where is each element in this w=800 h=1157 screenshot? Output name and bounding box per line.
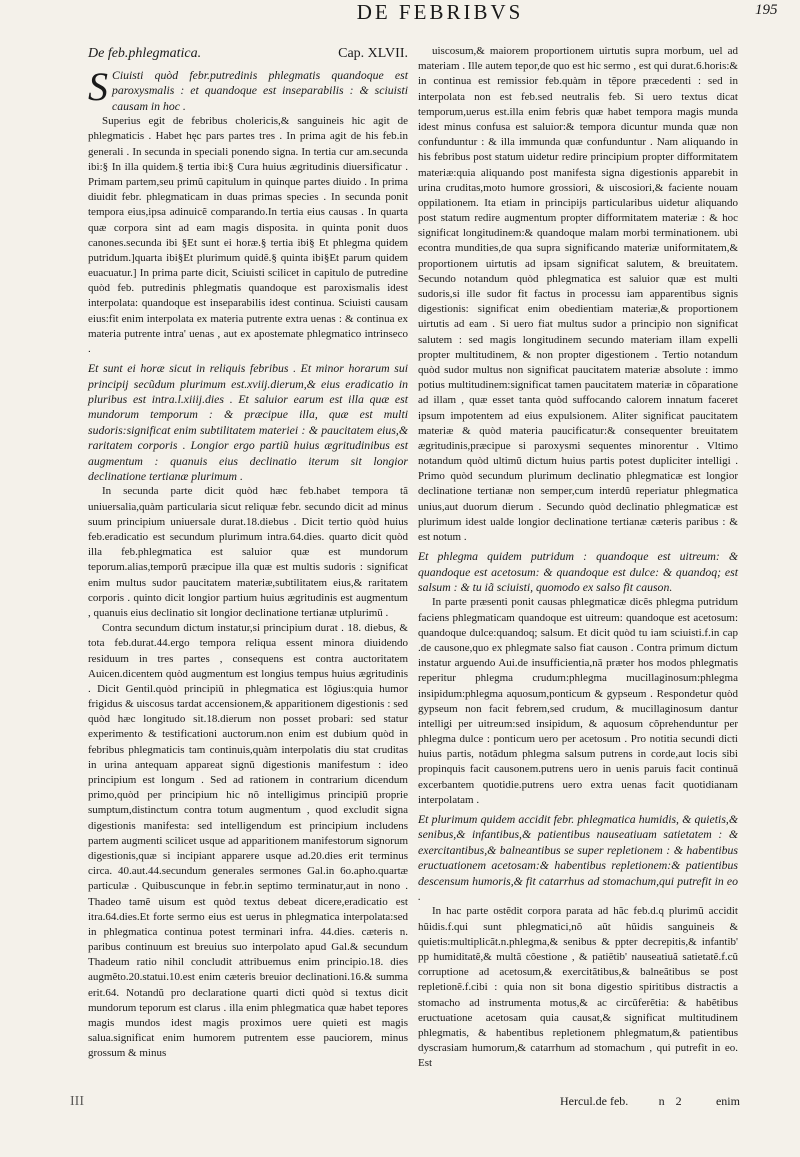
paragraph-text: Superius egit de febribus cholericis,& sanguineis hic agit de phlegmaticis . Habet hęc pars partes tres . In prima agit de his feb.in generali . In secunda in speciali ponendo signa. In tertia cur am.secunda ibi:§ In illa quidem.§ tertia ibi:§ Cura huius ægritudinis diuersificatur . Primam partem,seu primũ capitulum in quinque partes diuido . In prima diuidit febr. phlegmaticam in duas primas species . In secunda ponit tempora eius,ipsa adinuicẽ comparando.In tertia eius causas . In quarta quæ corpora sint ad eam magis disposita. in quinta ponit duos canones.secunda ibi §Et sunt ei horæ.§ tertia ibi§ Et phlegma quidem putridum.]quarta ibi§Et plurimum quidẽ.§ quinta ibi§Et parum quidem euacuatur.] In prima parte dicit, Sciuisti scilicet in capitulo de putredine quòd feb. putredinis phlegmatis quandoque est paroxismalis idest interpolata: quandoque est inseparabilis idest continua. Sciuisti causam eius:fit enim interpolata ex materia putrente extra uenas : & continua ex materia putrente intra' uenas , aut ex apostemate phlegmatico intrinseco . (88, 115, 408, 356)
paragraph-text: Ciuisti quòd febr.putredinis phlegmatis quandoque est paroxysmalis : et quandoque est inseparabilis : & sciuisti causam in hoc . (112, 69, 408, 113)
running-title: DE FEBRIBVS (356, 0, 524, 24)
left-column-body (88, 64, 408, 1062)
commentary-paragraph (418, 595, 738, 808)
commentary-paragraph (418, 904, 738, 1071)
paragraph-text: Et plurimum quidem accidit febr. phlegmatica humidis, & quietis,& senibus,& infantibus,& patientibus nauseatiuam satietatem : & exercitantibus,& balneantibus se super repletionem : & habentibus eructuationem acetosam:& habentibus repletionem:& patientibus descensum humoris,& fit catarrhus ad stomachum,qui putrefit in eo . (418, 813, 738, 904)
commentary-paragraph (418, 44, 738, 545)
lemma-paragraph (418, 549, 738, 595)
paragraph-text: In hac parte ostẽdit corpora parata ad hãc feb.d.q plurimũ accidit hũidis.f.qui sunt phlegmatici,nõ aũt hũidis sanguineis & quietis:multiplicãt.n.phlegma,& senibus & ppter decrepitis,& infantib' pp humiditatẽ,& multã cõestione , & patiẽtib' nauseatiuã satietatẽ.f.cũ corruptione ad acetosum,& exercitãtibus,& balneãtibus se post repletionẽ.f.cibi : quia non sit bona digestio spiritibus distractis a stomacho ad instrumenta motus,& ac circũferẽtia: & habẽtibus eructuatione acetosam quia causat,& significat multitudinem phlegmatis, & habentibus repletionem phlegmatum,& patientibus dyscrasiam humorum,& catarrhum ad stomachum , qui putrefit in eo. Est (418, 905, 738, 1070)
drop-cap: S (88, 64, 108, 109)
lemma-paragraph (88, 64, 408, 114)
chapter-heading (88, 44, 408, 64)
chapter-number: Cap. XLVII. (338, 46, 408, 61)
commentary-paragraph (88, 484, 408, 621)
page-footer (560, 1094, 740, 1109)
gutter-mark: III (70, 1094, 84, 1109)
right-column (418, 44, 738, 1072)
lemma-paragraph (88, 361, 408, 484)
commentary-paragraph (88, 621, 408, 1061)
commentary-paragraph (88, 114, 408, 357)
lemma-paragraph (418, 812, 738, 904)
chapter-title: De feb.phlegmatica. (88, 46, 202, 61)
right-column-body (418, 44, 738, 1072)
paragraph-text: Et sunt ei horæ sicut in reliquis febribus . Et minor horarum sui principij secũdum plurimum est.xviij.dierum,& eius eradicatio in pluribus est intra.l.xiiij.dies . Et saluior earum est illa quæ est mundorum temporum : & præcipue illa, quæ est multi sudoris:significat enim subtilitatem materiei : & paucitatem eius,& raritatem corporis . Longior ergo partiũ huius ægritudinibus est augmentum : quanuis eius declinatio iterum sit longior declinatione tertianæ plurimum . (88, 362, 408, 484)
catchword-left: Hercul.de feb. (560, 1094, 629, 1108)
left-column (88, 44, 408, 1062)
page-number: 195 (755, 2, 778, 18)
paragraph-text: Contra secundum dictum instatur,si principium durat . 18. diebus, & tota feb.durat.44.ergo tempora reliqua essent minora diuidendo residuum in tres partes , consequens est contra auctoritatem Auicen.dicentem quòd augmentum est longius tempus huius ægritudinis . Dicit Gentil.quòd principiũ in phlegmatica est lõgius:quia humor frigidus & uiscosus tardat accensionem,& apparitionem digestionis : sed quòd hæc longitudo sit.18.dierum non posset probari: sed statur experimento & testificationi auctorum.non enim est dubium quòd in febribus phlegmaticis tam continuis,quàm interpolatis diu stat cruditas in urina antequam appareat signũ digestionis manifestum : ideo principium est longum . Sed ad rationem in contrarium dicendum primo,quòd per principium hic nõ intelligimus principiũ proprie sumptum,distinctum contra totum augmentum , quod excludit signa digestionis manifesta: sed intelligendum est principium includens partem augmenti scilicet usque ad apparitionem manifestorum signorum digestionis,quæ si incipiant apparere usque ad.20.dies erit terminus circa. 40.aut.44.secundum generales sermones Gal.in 6o.apho.quartæ particulæ . Quibuscunque in febr.in septimo terminatur,aut in nono . Thadeo tamẽ uisum est quòd textus debeat dicere,eradicatio est itra.64.dies.Et forte sermo eius est uerus in phlegmatica interpolata:sed in phlegmatica continua potest terminari infra. 44.dies. cæteris n. paribus continuum est breuius suo interpolato apud Gal.& secundum Thadeum ratio nihil concludit attribuemus enim principio.18. dies augmẽto.20.statui.10.est enim cæteris breuior declinationi.16.& summa erit.64. Notandũ pro declaratione quarti dicti quòd si textus dicit mundorum teporum est clarus . illa enim phlegmatica quæ habet tepores magis mundos idest magis proximos uere quieti est magis salua.significat enim humorem putrentem esse pauciorem, minus grossum & minus (88, 622, 408, 1060)
paragraph-text: In parte præsenti ponit causas phlegmaticæ dicẽs phlegma putridum faciens phlegmaticam quandoque est uitreum: quandoque est acetosum: quandoque dulce:quandoq; salsum. Et dicit quòd tu iam sciuisti.f.in cap .de causone,quo ex phlegmate salso fiat causon . Contra primum dictum instatur arguendo Aui.de insufficientia,nã præter hos modos phlegmatis reperitur phlegma crudum:phlegma mucillaginosum:phlegma insipidum:phlegma aquosum,ponticum & gypseum . Respondetur quòd gypseum non facit febrem,sed crudum, & mucillaginosum dantur intelligi per uitreum:sed insipidum, & aquosum cõprehenduntur per phlegma dulce : ponticum uero per acetosum . Pro notitia secundi dicti huius partis, notãdum phlegma salsum putrens in corde,aut locis sibi propinquis facit causonem.putrens uero in uenis paruis facit continuã excerbantem quotidie.putrens uero extra uenas facit quotidianam interpolatam . (418, 596, 738, 806)
paragraph-text: In secunda parte dicit quòd hæc feb.habet tempora tã uniuersalia,quàm particularia sicut reliquæ febr. secundo dicit ad minus suum principium uniuersale durat.18.diebus . Dicit tertio quòd huius feb.eradicatio est secundum plurimum intra.64.dies. quarto dicit quòd illa feb.phlegmatica est saluior quæ est mundorum teporum.alias,temporũ præcipue illa quæ est multis sudoris : significat enim multus sudor paucitatem materiæ,subtilitatem eius,& raritatem corporis . quinto dicit longior partium huius ægritudinis est augmentum , quanuis eius declinatio sit longior declinatione tertianæ utplurimũ . (88, 485, 408, 619)
catchword-right: enim (715, 1094, 740, 1108)
signature-mark: n 2 (658, 1094, 686, 1108)
paragraph-text: uiscosum,& maiorem proportionem uirtutis supra morbum, uel ad materiam . Ille autem tepor,de quo est hic sermo , est qui durat.6.horis:& in continua est remissior feb.quàm in tẽpore præcedenti : sed in interpolata non est feb.sed neutralis feb. Si uero textus dicat temporum,uerus est.illa enim febris quæ habet tempora magis munda idest minus confusa est saluior:& tempora dicuntur munda quæ non confunduntur : & illa immunda quæ confunduntur . Nam aliquando in his febribus post statum uidetur redire principium propter difformitatem materiæ:quia aliquando post manifesta signa digestionis apparebit in urina cruditas,moto humore grossiori, & uiscosiori,& faciente nouam oppilationem. Ita etiam in principijs particularibus uidetur aliquando post statum redire augmentum propter difformitatem materiæ : & hoc significat longitudinem:& quandoque malam morbi terminationem. ubi econtra mundities,de qua supra significando materiæ uniformitatem,& proportionem uirtutis ad ipsam significat salutem, & breuitatem. Secundo notandum quòd phlegmatica est saluior quæ est multi sudoris,si ille sudor fit factus in processu iam apparentibus signis digestionis: significat enim obedientiam materiæ,& proportionem uirtutis ad eam . Si uero fiat multus sudor a principio non significat salutem : sed magis longitudinem secundo materiam illam expelli propter multitudinem, & non propter digestionem . Tertio notandum quòd sudor multus non significat paucitatem materiæ absolute : immo potius multitudinem:significat tamen paucitatem materiæ in cõparatione ad illam , quæ esset tanta quòd suffocando calorem innatum faceret ipsum impotentem ad eius expulsionem. Aliter significat paucitatem materiæ & quòd materia paucificatur:& consequenter breuitatem ægritudinis,præcipue si paroxysmi sequentes minorentur . Vltimo notandum quòd ultimũ dictum huius partis potest dupliciter intelligi . Primo quòd secundum plurimum declinatio phlegmaticæ est longior declinatione tertianæ non semper,cum interdũ reperiatur phlegmatica unius,aut duorum dierum . Secundo quòd declinatio phlegmaticæ est plurimum idest ualde longior declinatione tertianæ cæteris paribus : & est notum . (418, 45, 738, 543)
paragraph-text: Et phlegma quidem putridum : quandoque est uitreum: & quandoque est acetosum: & quandoque est dulce: & quandoq; est salsum : & tu iã sciuisti, quomodo ex salso fit causon. (418, 550, 738, 594)
